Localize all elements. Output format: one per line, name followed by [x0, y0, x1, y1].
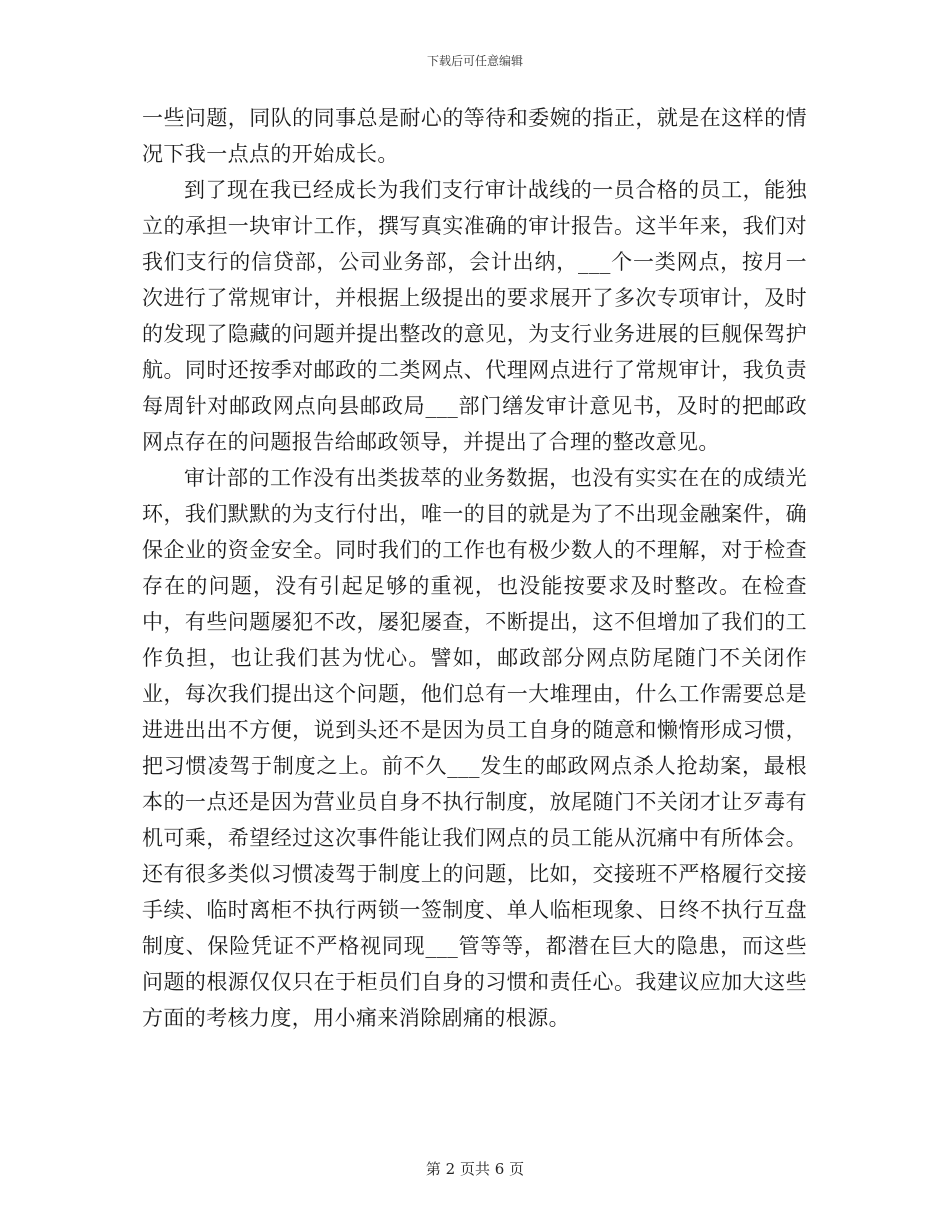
page-header: 下载后可任意编辑	[426, 54, 523, 68]
page-footer: 第 2 页共 6 页	[425, 1160, 525, 1178]
paragraph-2: 到了现在我已经成长为我们支行审计战线的一员合格的员工，能独立的承担一块审计工作，撰写真实准确的审计报告。这半年来，我们对我们支行的信贷部，公司业务部，会计出纳，___个一类网点，按月一次进行了常规审计，并根据上级提出的要求展开了多次专项审计，及时的发现了隐藏的问题并提出整改的意见，为支行业务进展的巨舰保驾护航。同时还按季对邮政的二类网点、代理网点进行了常规审计，我负责每周针对邮政网点向县邮政局___部门缮发审计意见书，及时的把邮政网点存在的问题报告给邮政领导，并提出了合理的整改意见。	[142, 178, 807, 454]
paragraph-3: 审计部的工作没有出类拔萃的业务数据，也没有实实在在的成绩光环，我们默默的为支行付出，唯一的目的就是为了不出现金融案件，确保企业的资金安全。同时我们的工作也有极少数人的不理解，对于检查存在的问题，没有引起足够的重视，也没能按要求及时整改。在检查中，有些问题屡犯不改，屡犯屡查，不断提出，这不但增加了我们的工作负担，也让我们甚为忧心。譬如，邮政部分网点防尾随门不关闭作业，每次我们提出这个问题，他们总有一大堆理由，什么工作需要总是进进出出不方便，说到头还不是因为员工自身的随意和懒惰形成习惯，把习惯凌驾于制度之上。前不久___发生的邮政网点杀人抢劫案，最根本的一点还是因为营业员自身不执行制度，放尾随门不关闭才让歹毒有机可乘，希望经过这次事件能让我们网点的员工能从沉痛中有所体会。还有很多类似习惯凌驾于制度上的问题，比如，交接班不严格履行交接手续、临时离柜不执行两锁一签制度、单人临柜现象、日终不执行互盘制度、保险凭证不严格视同现___管等等，都潜在巨大的隐患，而这些问题的根源仅仅只在于柜员们自身的习惯和责任心。我建议应加大这些方面的考核力度，用小痛来消除剧痛的根源。	[142, 466, 807, 1030]
document-body	[142, 100, 807, 1036]
paragraph-1: 一些问题，同队的同事总是耐心的等待和委婉的指正，就是在这样的情况下我一点点的开始成长。	[142, 106, 807, 166]
